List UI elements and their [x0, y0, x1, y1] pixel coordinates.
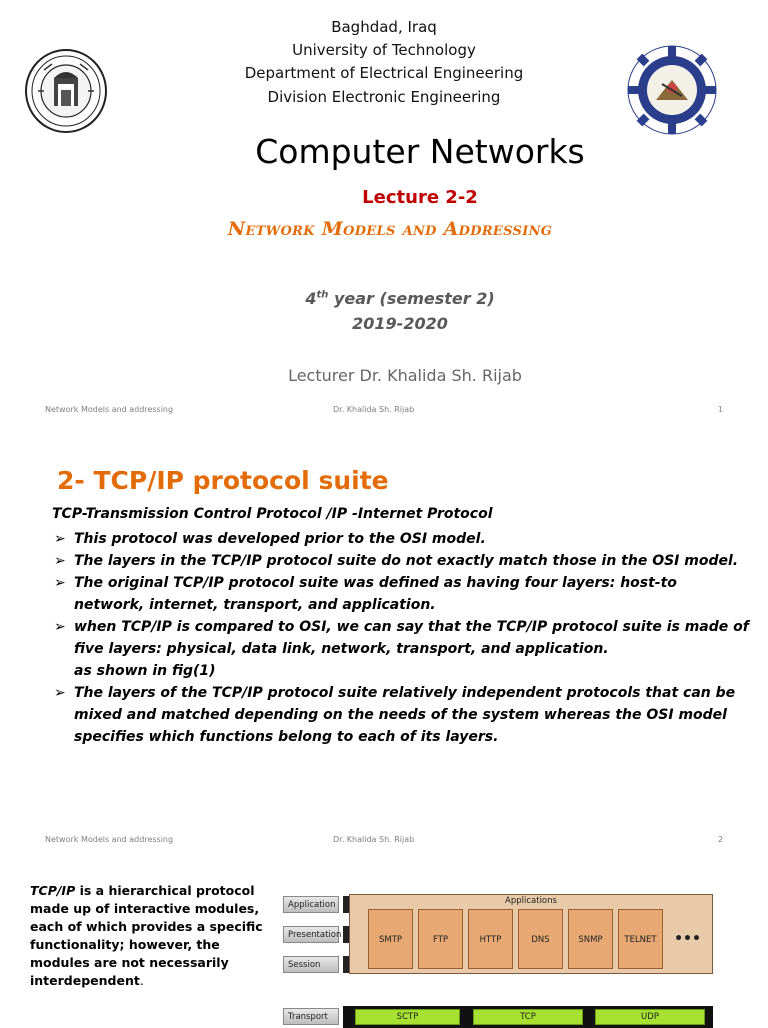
layer-label-presentation: Presentation — [283, 926, 339, 943]
app-dns: DNS — [518, 909, 563, 969]
tcpip-definition: TCP-Transmission Control Protocol /IP -Internet Protocol — [52, 506, 493, 522]
protocol-tcp: TCP — [473, 1009, 583, 1025]
university-seal-logo — [24, 48, 108, 134]
list-item — [52, 528, 752, 550]
app-snmp: SNMP — [568, 909, 613, 969]
slide-3 — [0, 872, 768, 1024]
arrow-bullet-icon: ➢ — [54, 619, 66, 635]
tcpip-description — [30, 882, 275, 990]
description-last-word: interdependent — [30, 973, 140, 988]
header-department: Department of Electrical Engineering — [244, 64, 524, 82]
figure-reference: as shown in fig(1) — [74, 663, 216, 679]
bullet-text: The original TCP/IP protocol suite was defined as having four layers: host-to network, internet, transport, and application. — [74, 575, 677, 613]
app-http: HTTP — [468, 909, 513, 969]
footer-topic: Network Models and addressing — [45, 835, 174, 844]
app-smtp: SMTP — [368, 909, 413, 969]
slide-1 — [0, 0, 768, 430]
department-gear-logo — [626, 44, 718, 136]
academic-years: 2019-2020 — [352, 314, 448, 333]
description-body: is a hierarchical protocol made up of interactive modules, each of which provides a specific functionality; however, the modules are not necessarily — [30, 883, 263, 970]
section-title: 2- TCP/IP protocol suite — [57, 466, 389, 495]
arrow-bullet-icon: ➢ — [54, 685, 66, 701]
tcpip-layer-diagram — [283, 894, 713, 1024]
arrow-bullet-icon: ➢ — [54, 553, 66, 569]
list-item — [52, 550, 752, 572]
footer-author: Dr. Khalida Sh. Rijab — [333, 835, 415, 844]
layer-label-session: Session — [283, 956, 339, 973]
layer-label-application: Application — [283, 896, 339, 913]
bullet-text: The layers in the TCP/IP protocol suite do not exactly match those in the OSI model. — [74, 553, 739, 569]
header-university: University of Technology — [292, 41, 476, 59]
description-period: . — [139, 973, 144, 988]
list-item — [52, 616, 752, 682]
arrow-bullet-icon: ➢ — [54, 531, 66, 547]
lecturer-name: Lecturer Dr. Khalida Sh. Rijab — [288, 366, 522, 385]
applications-title: Applications — [505, 896, 557, 906]
protocol-udp: UDP — [595, 1009, 705, 1025]
app-ftp: FTP — [418, 909, 463, 969]
applications-box — [349, 894, 713, 974]
header-city: Baghdad, Iraq — [331, 18, 437, 36]
header-division: Division Electronic Engineering — [267, 88, 501, 106]
lecture-number: Lecture 2-2 — [362, 187, 478, 208]
list-item — [52, 572, 752, 616]
presentation-title: Computer Networks — [255, 132, 585, 171]
term-tcpip: TCP/IP — [30, 883, 76, 898]
app-telnet: TELNET — [618, 909, 663, 969]
year-number: 4 — [305, 289, 317, 308]
slide-2 — [0, 452, 768, 848]
semester-label: year (semester 2) — [328, 289, 495, 308]
bullet-list — [52, 528, 752, 748]
footer-page-number: 2 — [718, 835, 724, 844]
protocol-sctp: SCTP — [355, 1009, 460, 1025]
lecture-topic: Network Models and Addressing — [227, 218, 553, 240]
footer-page-number: 1 — [718, 405, 724, 414]
footer-author: Dr. Khalida Sh. Rijab — [333, 405, 415, 414]
academic-year — [0, 289, 768, 308]
footer-topic: Network Models and addressing — [45, 405, 174, 414]
layer-label-transport: Transport — [283, 1008, 339, 1025]
bullet-text: This protocol was developed prior to the OSI model. — [74, 531, 486, 547]
bullet-text: when TCP/IP is compared to OSI, we can say that the TCP/IP protocol suite is made of five layers: physical, data link, network, transport, and application. — [74, 619, 749, 657]
bullet-text: The layers of the TCP/IP protocol suite relatively independent protocols that can be mixed and matched depending on the needs of the system whereas the OSI model specifies which functions belong to each of its layers. — [74, 685, 736, 745]
more-ellipsis-icon: ••• — [674, 931, 701, 947]
list-item — [52, 682, 752, 748]
year-suffix: th — [316, 289, 329, 301]
arrow-bullet-icon: ➢ — [54, 575, 66, 591]
